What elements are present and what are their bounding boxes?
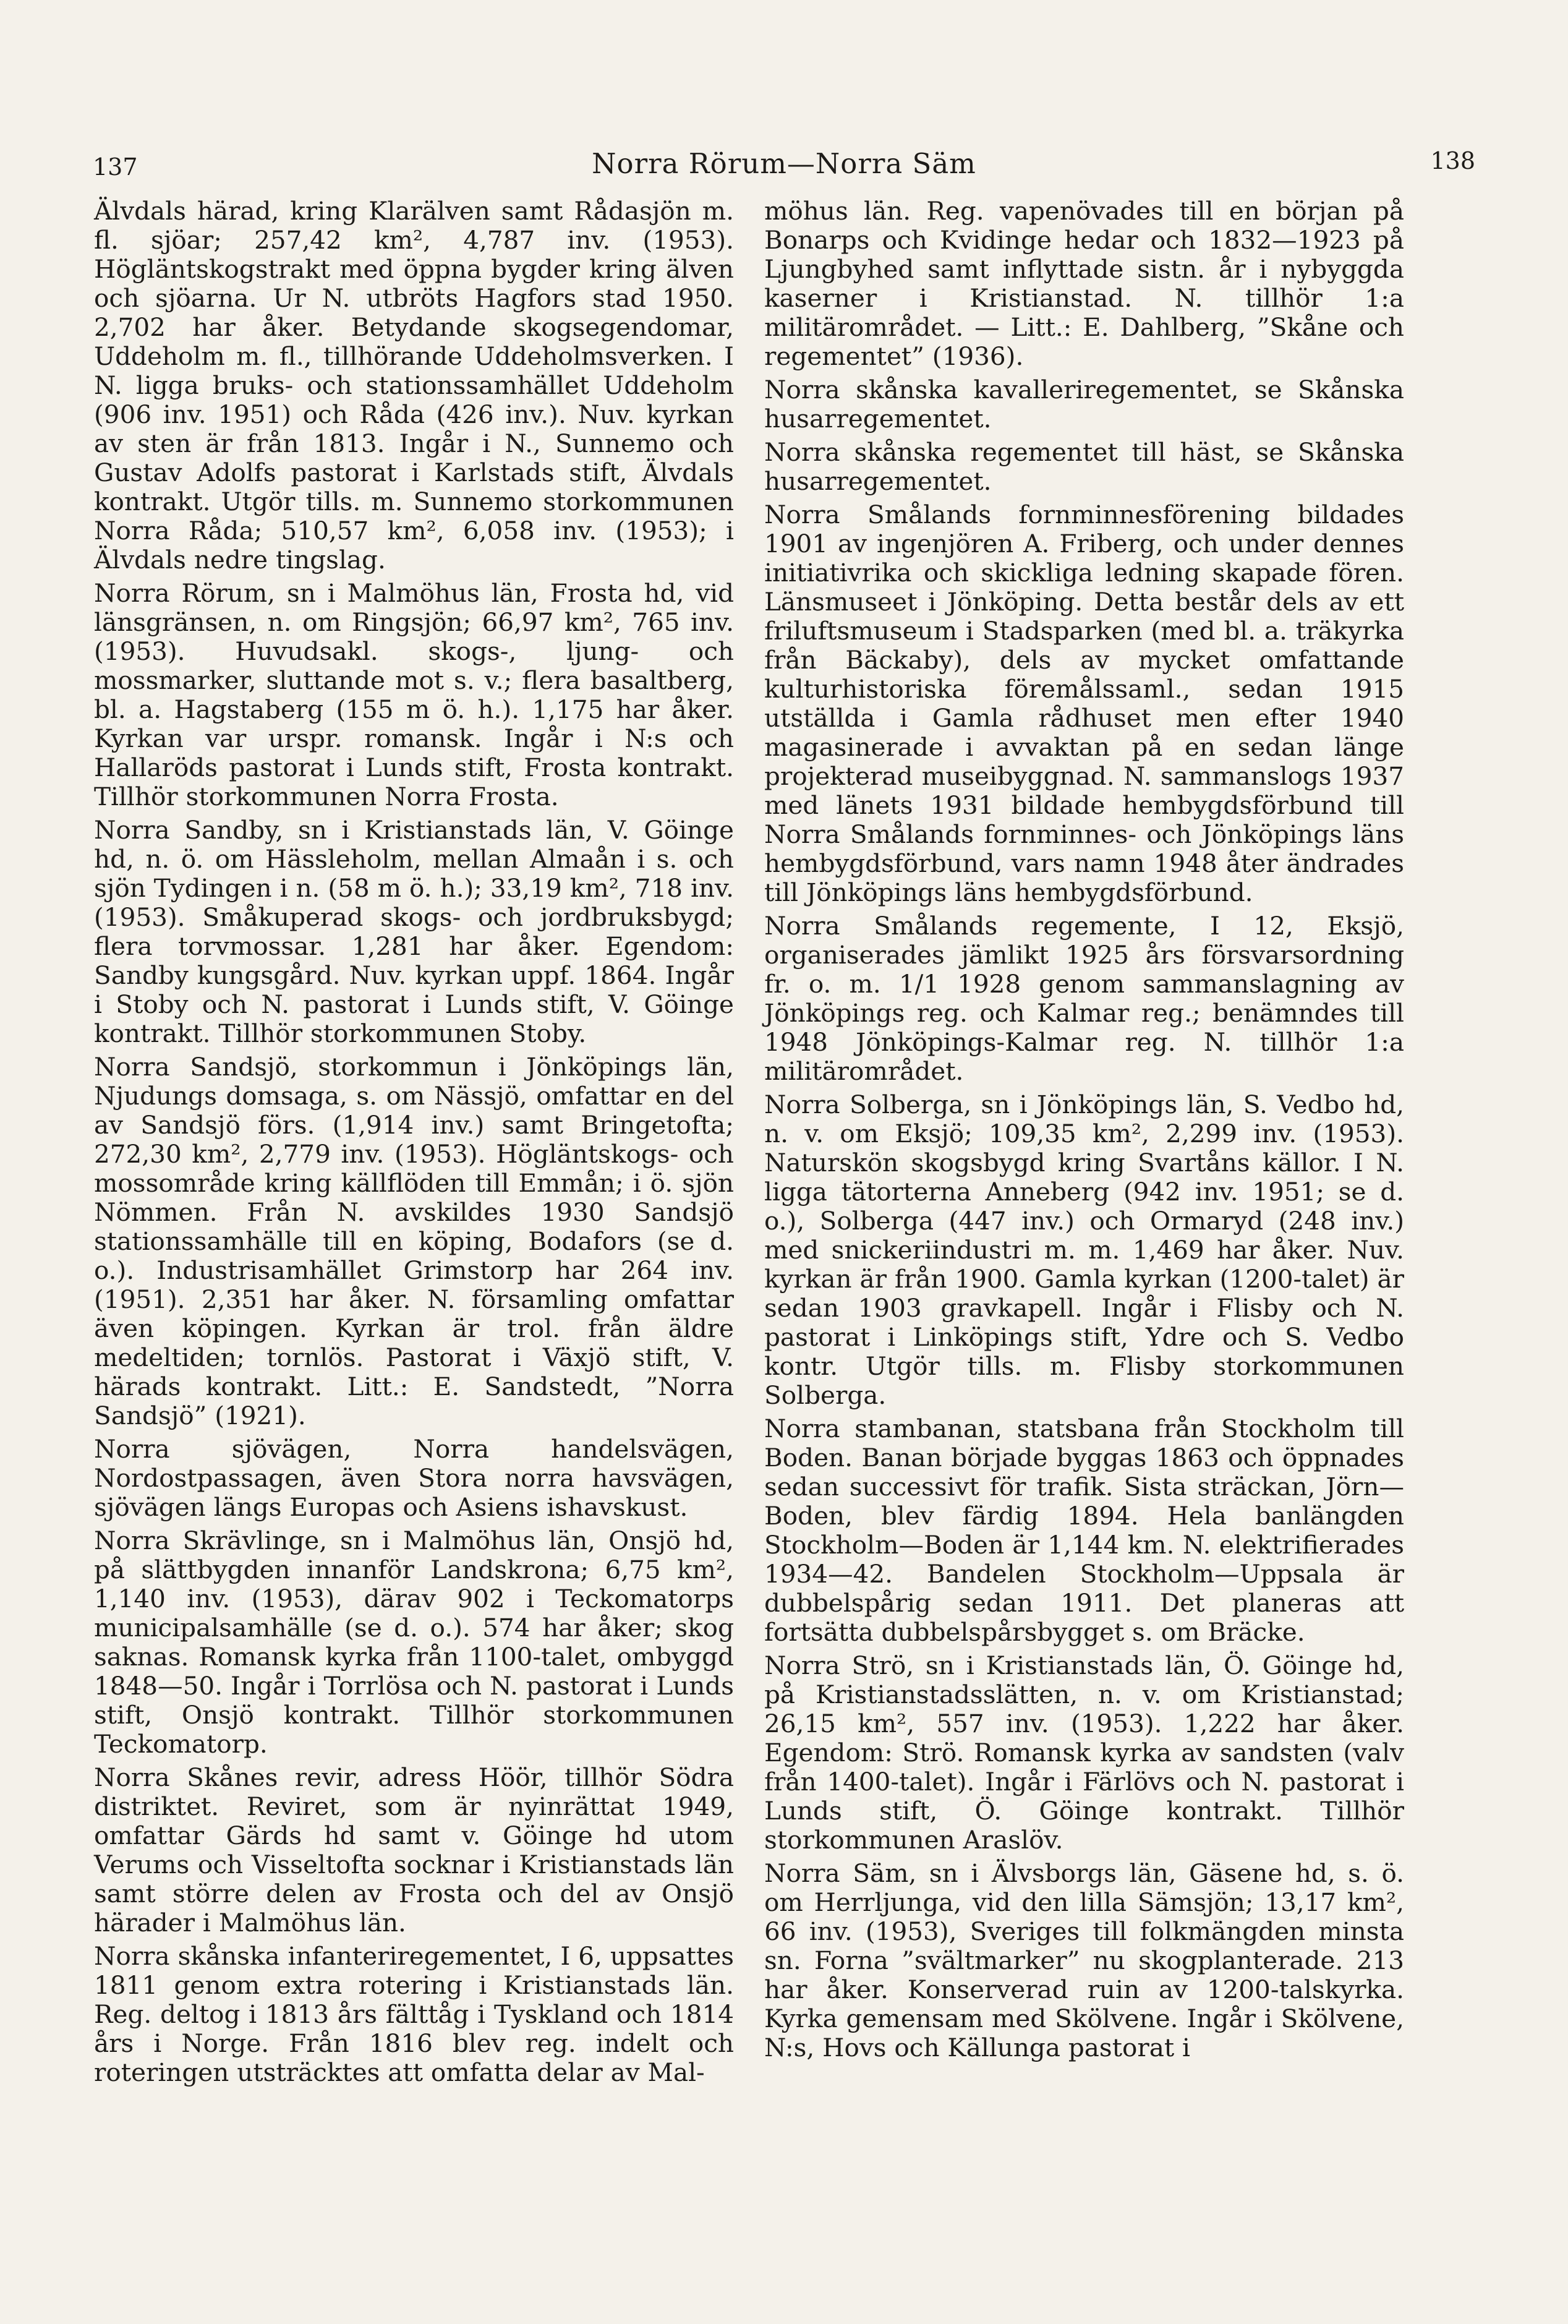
entry-norra-smalands-regemente: Norra Smålands regemente, I 12, Eksjö, organiserades jämlikt 1925 års försvarsordning fr. o. m. 1/1 1928 genom sammanslagning av Jönköpings reg. och Kalmar reg.; benämndes till 1948 Jönköpings-Kalmar reg. N. tillhör 1:a militärområdet.	[764, 911, 1404, 1086]
running-head: Norra Rörum—Norra Säm	[592, 147, 976, 180]
entry-norra-skravlinge: Norra Skrävlinge, sn i Malmöhus län, Onsjö hd, på slättbygden innanför Landskrona; 6,75 km², 1,140 inv. (1953), därav 902 i Teckomatorps municipalsamhälle (se d. o.). 574 har åker; skog saknas. Romansk kyrka från 1100-talet, ombyggd 1848—50. Ingår i Torrlösa och N. pastorat i Lunds stift, Onsjö kontrakt. Tillhör storkommunen Teckomatorp.	[94, 1526, 734, 1759]
right-page-number: 138	[1430, 147, 1475, 174]
entry-continuation: möhus län. Reg. vapenövades till en början på Bonarps och Kvidinge hedar och 1832—1923 på Ljungbyhed samt inflyttade sistn. år i nybyggda kaserner i Kristianstad. N. tillhör 1:a militärområdet. — Litt.: E. Dahlberg, ”Skåne och regementet” (1936).	[764, 196, 1404, 371]
entry-norra-skanska-infanteriregementet: Norra skånska infanteriregementet, I 6, uppsattes 1811 genom extra rotering i Kristianstads län. Reg. deltog i 1813 års fälttåg i Tyskland och 1814 års i Norge. Från 1816 blev reg. indelt och roteringen utsträcktes att omfatta delar av Mal-	[94, 1941, 734, 2087]
entry-norra-sandsjo: Norra Sandsjö, storkommun i Jönköpings län, Njudungs domsaga, s. om Nässjö, omfattar en del av Sandsjö förs. (1,914 inv.) samt Bringetofta; 272,30 km², 2,779 inv. (1953). Högläntskogs- och mossområde kring källflöden till Emmån; i ö. sjön Nömmen. Från N. avskildes 1930 Sandsjö stationssamhälle till en köping, Bodafors (se d. o.). Industrisamhället Grimstorp har 264 inv. (1951). 2,351 har åker. N. församling omfattar även köpingen. Kyrkan är trol. från äldre medeltiden; tornlös. Pastorat i Växjö stift, V. härads kontrakt. Litt.: E. Sandstedt, ”Norra Sandsjö” (1921).	[94, 1052, 734, 1430]
entry-norra-solberga: Norra Solberga, sn i Jönköpings län, S. Vedbo hd, n. v. om Eksjö; 109,35 km², 2,299 inv. (1953). Naturskön skogsbygd kring Svartåns källor. I N. ligga tätorterna Anneberg (942 inv. 1951; se d. o.), Solberga (447 inv.) och Ormaryd (248 inv.) med snickeriindustri m. m. 1,469 har åker. Nuv. kyrkan är från 1900. Gamla kyrkan (1200-talet) är sedan 1903 gravkapell. Ingår i Flisby och N. pastorat i Linköpings stift, Ydre och S. Vedbo kontr. Utgör tills. m. Flisby storkommunen Solberga.	[764, 1090, 1404, 1410]
entry-norra-skanes-revir: Norra Skånes revir, adress Höör, tillhör Södra distriktet. Reviret, som är nyinrättat 1949, omfattar Gärds hd samt v. Göinge hd utom Verums och Visseltofta socknar i Kristianstads län samt större delen av Frosta och del av Onsjö härader i Malmöhus län.	[94, 1762, 734, 1937]
entry-norra-sandby: Norra Sandby, sn i Kristianstads län, V. Göinge hd, n. ö. om Hässleholm, mellan Almaån i s. och sjön Tydingen i n. (58 m ö. h.); 33,19 km², 718 inv. (1953). Småkuperad skogs- och jordbruksbygd; flera torvmossar. 1,281 har åker. Egendom: Sandby kungsgård. Nuv. kyrkan uppf. 1864. Ingår i Stoby och N. pastorat i Lunds stift, V. Göinge kontrakt. Tillhör storkommunen Stoby.	[94, 815, 734, 1048]
page-header	[93, 147, 1475, 190]
left-column	[94, 197, 734, 2091]
entry-norra-stro: Norra Strö, sn i Kristianstads län, Ö. Göinge hd, på Kristianstadsslätten, n. v. om Kristianstad; 26,15 km², 557 inv. (1953). 1,222 har åker. Egendom: Strö. Romansk kyrka av sandsten (valv från 1400-talet). Ingår i Färlövs och N. pastorat i Lunds stift, Ö. Göinge kontrakt. Tillhör storkommunen Araslöv.	[764, 1651, 1404, 1855]
entry-norra-sam: Norra Säm, sn i Älvsborgs län, Gäsene hd, s. ö. om Herrljunga, vid den lilla Sämsjön; 13,17 km², 66 inv. (1953), Sveriges till folkmängden minsta sn. Forna ”svältmarker” nu skogplanterade. 213 har åker. Konserverad ruin av 1200-talskyrka. Kyrka gemensam med Skölvene. Ingår i Skölvene, N:s, Hovs och Källunga pastorat i	[764, 1858, 1404, 2062]
entry-norra-smalands-fornminnesforening: Norra Smålands fornminnesförening bildades 1901 av ingenjören A. Friberg, och under dennes initiativrika och skickliga ledning skapade fören. Länsmuseet i Jönköping. Detta består dels av ett friluftsmuseum i Stadsparken (med bl. a. träkyrka från Bäckaby), dels av mycket omfattande kulturhistoriska föremålssaml., sedan 1915 utställda i Gamla rådhuset men efter 1940 magasinerade i avvaktan på en sedan länge projekterad museibyggnad. N. sammanslogs 1937 med länets 1931 bildade hembygdsförbund till Norra Smålands fornminnes- och Jönköpings läns hembygdsförbund, vars namn 1948 åter ändrades till Jönköpings läns hembygdsförbund.	[764, 500, 1404, 907]
entry-norra-stambanan: Norra stambanan, statsbana från Stockholm till Boden. Banan började byggas 1863 och öppnades sedan successivt för trafik. Sista sträckan, Jörn—Boden, blev färdig 1894. Hela banlängden Stockholm—Boden är 1,144 km. N. elektrifierades 1934—42. Bandelen Stockholm—Uppsala är dubbelspårig sedan 1911. Det planeras att fortsätta dubbelspårsbygget s. om Bräcke.	[764, 1414, 1404, 1647]
entry-norra-skanska-kavalleriregementet: Norra skånska kavalleriregementet, se Skånska husarregementet.	[764, 375, 1404, 434]
entry-continuation: Älvdals härad, kring Klarälven samt Rådasjön m. fl. sjöar; 257,42 km², 4,787 inv. (1953). Högläntskogstrakt med öppna bygder kring älven och sjöarna. Ur N. utbröts Hagfors stad 1950. 2,702 har åker. Betydande skogsegendomar, Uddeholm m. fl., tillhörande Uddeholmsverken. I N. ligga bruks- och stationssamhället Uddeholm (906 inv. 1951) och Råda (426 inv.). Nuv. kyrkan av sten är från 1813. Ingår i N., Sunnemo och Gustav Adolfs pastorat i Karlstads stift, Älvdals kontrakt. Utgör tills. m. Sunnemo storkommunen Norra Råda; 510,57 km², 6,058 inv. (1953); i Älvdals nedre tingslag.	[94, 196, 734, 575]
entry-norra-rorum: Norra Rörum, sn i Malmöhus län, Frosta hd, vid länsgränsen, n. om Ringsjön; 66,97 km², 765 inv. (1953). Huvudsakl. skogs-, ljung- och mossmarker, sluttande mot s. v.; flera basaltberg, bl. a. Hagstaberg (155 m ö. h.). 1,175 har åker. Kyrkan var urspr. romansk. Ingår i N:s och Hallaröds pastorat i Lunds stift, Frosta kontrakt. Tillhör storkommunen Norra Frosta.	[94, 578, 734, 811]
entry-norra-skanska-regementet-till-hast: Norra skånska regementet till häst, se Skånska husarregementet.	[764, 437, 1404, 496]
right-column	[764, 197, 1404, 2067]
entry-norra-sjovagen: Norra sjövägen, Norra handelsvägen, Nordostpassagen, även Stora norra havsvägen, sjövägen längs Europas och Asiens ishavskust.	[94, 1434, 734, 1522]
left-page-number: 137	[93, 153, 138, 181]
